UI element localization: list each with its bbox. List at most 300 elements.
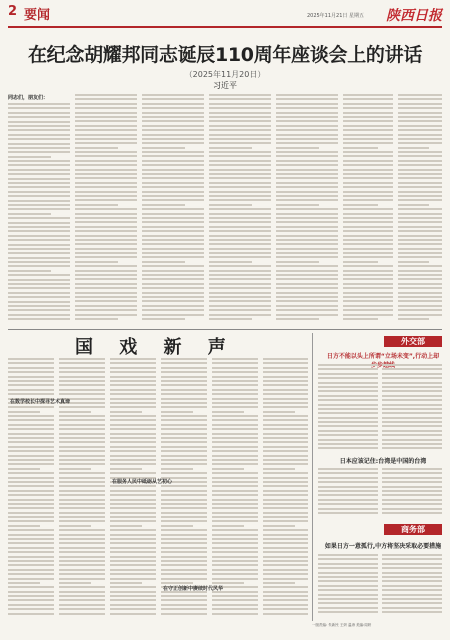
text-line [8,129,70,131]
text-line [142,116,204,118]
text-line [8,169,70,171]
text-line [142,221,204,223]
text-line [8,208,70,210]
text-line [59,428,105,430]
text-line [161,463,207,465]
text-line [343,182,393,184]
text-line [75,173,137,175]
text-line [263,415,308,417]
text-line [343,173,393,175]
text-line [8,477,54,479]
text-line [209,278,271,280]
text-line [8,424,54,426]
text-line [343,208,393,210]
text-line [110,547,156,549]
text-line [8,534,54,536]
text-line [212,481,258,483]
text-line [59,586,105,588]
text-line [276,199,338,201]
text-line [212,450,258,452]
text-line [59,569,105,571]
text-line [110,516,156,518]
text-line [8,252,70,254]
text-line [398,213,442,215]
text-line [142,142,204,144]
text-line [8,287,70,289]
text-line [110,613,156,615]
text-line [59,542,105,544]
text-line [110,599,156,601]
text-line [398,151,442,153]
text-line [161,446,207,448]
text-line [8,428,54,430]
text-line [161,564,207,566]
text-line [398,226,442,228]
text-line [263,367,308,369]
text-line [75,169,137,171]
text-line [161,371,207,373]
text-line [75,147,118,149]
speech-author: 习近平 [213,81,237,90]
section-divider [8,329,442,330]
text-line [263,503,308,505]
text-line [142,305,204,307]
text-line [212,367,258,369]
text-line [318,512,442,516]
text-line [398,292,442,294]
text-line [8,455,54,457]
text-line [212,490,258,492]
text-line [75,287,137,289]
text-line [142,164,204,166]
text-line [398,265,442,267]
text-line [110,608,156,610]
text-line [212,402,258,404]
text-line [161,441,207,443]
text-line [110,376,156,378]
text-line [343,213,393,215]
text-line [276,274,338,276]
text-line [59,564,105,566]
text-line [263,371,308,373]
text-line [343,274,393,276]
text-line [142,112,204,114]
text-line [343,252,393,254]
text-line [75,318,118,320]
text-line [276,252,338,254]
text-line [142,138,204,140]
text-line [209,256,271,258]
text-line [209,195,271,197]
text-line [212,446,258,448]
text-line [398,208,442,210]
text-line [343,164,393,166]
text-line [263,516,308,518]
text-line [263,613,308,615]
text-line [161,551,207,553]
text-line [209,120,271,122]
text-line [343,116,393,118]
text-line [212,560,258,562]
issue-date: 2025年11月21日 星期五 [306,13,364,19]
text-line [8,156,51,158]
text-line [343,199,393,201]
text-line [161,384,207,386]
text-line [398,94,442,96]
text-line [276,103,338,105]
text-line [209,199,271,201]
text-line [343,204,378,206]
text-line [75,116,137,118]
text-line [161,433,207,435]
text-line [8,103,70,105]
text-line [110,485,156,487]
text-line [110,389,156,391]
text-line [263,402,308,404]
text-line [209,243,271,245]
text-line [212,428,258,430]
speech-column [75,94,137,326]
text-line [343,169,393,171]
text-line [263,455,308,457]
text-line [276,94,338,96]
text-line [161,582,193,584]
text-line [343,147,378,149]
text-line [8,393,54,395]
text-line [209,274,271,276]
text-line [161,402,207,404]
text-line [263,499,308,501]
text-line [263,384,308,386]
text-line [110,586,156,588]
text-line [263,604,308,606]
text-line [398,147,429,149]
text-line [161,599,207,601]
text-line [212,595,258,597]
text-line [161,516,207,518]
text-line [8,450,54,452]
text-line [398,195,442,197]
text-line [110,411,142,413]
text-line [8,305,70,307]
text-line [161,547,207,549]
text-line [8,283,70,285]
text-line [75,134,137,136]
text-line [8,384,54,386]
text-line [110,398,156,400]
text-line [343,300,393,302]
text-line [75,278,137,280]
text-line [209,129,271,131]
text-line [142,309,204,311]
text-line [110,371,156,373]
text-line [263,556,308,558]
text-line [110,384,156,386]
text-line [59,507,105,509]
text-line [59,525,91,527]
text-line [142,314,204,316]
text-line [209,116,271,118]
text-line [212,507,258,509]
text-line [161,411,193,413]
text-line [263,564,308,566]
text-line [263,419,308,421]
text-line [75,199,137,201]
text-line [75,186,137,188]
text-line [161,608,207,610]
text-line [263,428,308,430]
text-line [209,173,271,175]
text-line [75,292,137,294]
text-line [110,450,156,452]
text-line [59,516,105,518]
text-line [263,485,308,487]
text-line [75,300,137,302]
text-line [398,142,442,144]
text-line [142,213,204,215]
text-line [110,564,156,566]
text-line [212,376,258,378]
text-line [343,103,393,105]
text-line [212,371,258,373]
text-line [59,450,105,452]
text-line [110,358,156,360]
text-line [212,415,258,417]
text-line [276,221,338,223]
text-line [276,318,319,320]
text-line [263,472,308,474]
column-divider [312,333,313,621]
text-line [75,265,137,267]
text-line [59,371,105,373]
text-line [59,468,91,470]
text-line [110,402,156,404]
text-line [142,226,204,228]
text-line [75,239,137,241]
text-line [343,120,393,122]
text-line [59,599,105,601]
commerce-ministry-tag: 商务部 [384,524,442,535]
text-line [398,98,442,100]
text-line [142,230,204,232]
text-line [263,582,295,584]
text-line [263,362,308,364]
text-line [161,367,207,369]
text-line [263,551,308,553]
text-line [209,186,271,188]
text-line [8,235,70,237]
section-name: 要闻 [24,8,51,23]
text-line [75,235,137,237]
text-line [75,142,137,144]
text-line [276,235,338,237]
text-line [263,450,308,452]
text-line [110,437,156,439]
sidebar-headline: 日方不能以头上所谓“立场未变”,行动上却 步 [326,353,440,369]
text-line [276,256,338,258]
text-line [398,120,442,122]
page-header [8,4,442,28]
text-line [8,494,54,496]
text-line [75,221,137,223]
text-line [8,239,70,241]
text-line [110,595,156,597]
text-line [59,529,105,531]
text-line [8,604,54,606]
article-column [263,358,308,620]
text-line [75,112,137,114]
text-line [8,257,70,259]
text-line [75,283,137,285]
text-line [212,384,258,386]
text-line [59,613,105,615]
text-line [263,538,308,540]
text-line [209,230,271,232]
text-line [75,129,137,131]
text-line [8,248,70,250]
text-line [209,283,271,285]
text-line [209,112,271,114]
text-line [212,358,258,360]
text-line [75,138,137,140]
text-line [263,591,308,593]
text-line [8,112,70,114]
text-line [110,490,156,492]
text-line [212,494,258,496]
text-line [343,270,393,272]
text-line [8,292,70,294]
text-line [398,252,442,254]
text-line [8,481,54,483]
text-line [263,525,295,527]
text-line [343,177,393,179]
text-line [212,463,258,465]
text-line [343,94,393,96]
text-line [318,611,442,615]
text-line [8,204,70,206]
text-line [276,195,338,197]
text-line [8,468,40,470]
text-line [59,538,105,540]
text-line [276,217,338,219]
text-line [343,142,393,144]
text-line [276,177,338,179]
text-line [398,134,442,136]
text-line [161,529,207,531]
text-line [142,243,204,245]
text-line [209,287,271,289]
text-line [161,485,207,487]
text-line [142,177,204,179]
text-line [8,459,54,461]
text-line [398,239,442,241]
speech-salutation: 同志们，朋友们： [8,95,49,101]
article-column [161,358,207,620]
text-line [276,296,338,298]
text-line [263,441,308,443]
text-line [398,230,442,232]
text-line [59,485,105,487]
text-line [8,419,54,421]
text-line [398,256,442,258]
text-line [276,134,338,136]
text-line [75,213,137,215]
text-line [209,164,271,166]
text-line [110,569,156,571]
text-line [8,217,70,219]
text-line [161,468,193,470]
text-line [161,380,207,382]
text-line [209,182,271,184]
text-line [8,463,54,465]
text-line [161,573,207,575]
text-line [209,314,271,316]
text-line [75,305,137,307]
text-line [276,116,338,118]
text-line [8,556,54,558]
text-line [276,287,338,289]
text-line [59,358,105,360]
text-line [212,529,258,531]
text-line [276,305,338,307]
text-line [8,599,54,601]
text-line [398,173,442,175]
text-line [161,503,207,505]
text-line [75,151,137,153]
text-line [8,415,54,417]
text-line [398,186,442,188]
text-line [110,551,156,553]
text-line [142,208,204,210]
text-line [110,380,156,382]
text-line [59,490,105,492]
text-line [142,160,204,162]
text-line [209,292,271,294]
text-line [212,433,258,435]
sidebar-headline: 如果日方一意孤行,中方将坚决采取必要措施 [324,543,442,550]
text-line [110,472,156,474]
text-line [142,261,185,263]
text-line [212,468,244,470]
text-line [263,529,308,531]
text-line [110,525,142,527]
text-line [8,279,70,281]
text-line [212,604,258,606]
text-line [8,516,54,518]
text-line [110,446,156,448]
text-line [75,226,137,228]
text-line [8,134,70,136]
speech-column [142,94,204,326]
text-line [212,380,258,382]
text-line [8,507,54,509]
text-line [8,270,51,272]
text-line [8,512,54,514]
text-line [110,538,156,540]
text-line [209,217,271,219]
text-line [212,542,258,544]
text-line [263,586,308,588]
text-line [110,428,156,430]
text-line [161,358,207,360]
text-line [212,441,258,443]
text-line [8,499,54,501]
text-line [59,459,105,461]
text-line [142,292,204,294]
text-line [263,599,308,601]
text-line [110,578,156,580]
text-line [212,472,258,474]
